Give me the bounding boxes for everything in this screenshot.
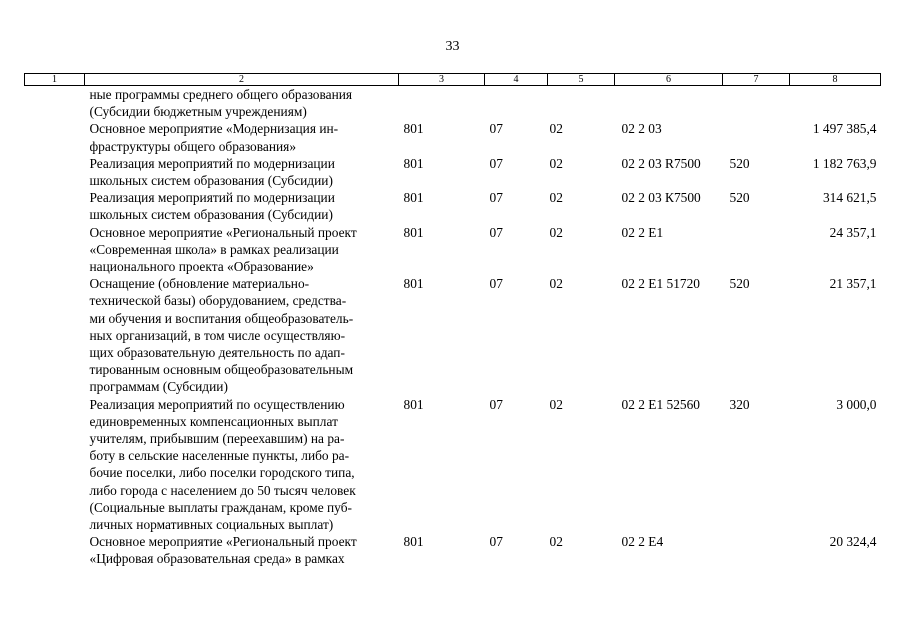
item-name-line: фраструктуры общего образования» (89, 138, 297, 154)
item-name-line: ные программы среднего общего образования (89, 87, 353, 102)
item-name-line: единовременных компенсационных выплат (89, 413, 338, 429)
item-name-line: Реализация мероприятий по модернизации (89, 190, 335, 206)
section-code-cell: 07 (489, 276, 503, 292)
item-name-line: Основное мероприятие «Региональный проект (89, 534, 357, 550)
ministry-code-cell: 801 (403, 276, 424, 292)
ministry-code-cell: 801 (403, 396, 424, 412)
header-col-4: 4 (485, 74, 548, 86)
subsection-code-cell (548, 86, 615, 121)
target-article-cell (615, 86, 723, 121)
item-name-line: (Социальные выплаты гражданам, кроме пуб- (89, 499, 352, 515)
number-cell (25, 86, 85, 121)
subsection-code-cell: 02 (549, 224, 563, 240)
amount-cell: 3 000,0 (836, 396, 877, 412)
amount-cell: 24 357,1 (829, 224, 877, 240)
ministry-code-cell: 801 (403, 121, 424, 137)
item-name-line: Реализация мероприятий по осуществлению (89, 396, 345, 412)
section-code-cell: 07 (489, 534, 503, 550)
item-name-line: технической базы) оборудованием, средства- (89, 293, 347, 309)
item-name-cell (85, 189, 399, 223)
item-name-line: программам (Субсидии) (89, 379, 228, 395)
section-code-cell (485, 86, 548, 121)
section-code-cell: 07 (489, 190, 503, 206)
item-name-line: либо города с населением до 50 тысяч человек (89, 482, 356, 498)
item-name-line: учителям, прибывшим (переехавшим) на ра- (89, 431, 345, 447)
item-name-line: (Субсидии бюджетным учреждениям) (89, 104, 307, 120)
header-col-3: 3 (399, 74, 485, 86)
expense-type-cell: 520 (729, 155, 750, 171)
ministry-code-cell: 801 (403, 534, 424, 550)
target-article-cell: 02 2 Е1 52560 (621, 396, 700, 412)
number-cell (25, 396, 85, 534)
item-name-cell (85, 86, 399, 121)
item-name-line: боту в сельские населенные пункты, либо ра- (89, 448, 350, 464)
item-name-line: школьных систем образования (Субсидии) (89, 207, 333, 223)
expense-type-cell: 520 (729, 190, 750, 206)
item-name-line: ных организаций, в том числе осуществляю- (89, 327, 346, 343)
table-row (25, 189, 881, 223)
item-name-line: личных нормативных социальных выплат) (89, 517, 334, 533)
subsection-code-cell: 02 (549, 190, 563, 206)
table-row (25, 533, 881, 567)
section-code-cell: 07 (489, 224, 503, 240)
item-name-cell (85, 275, 399, 395)
target-article-cell: 02 2 Е1 51720 (621, 276, 700, 292)
table-row (25, 86, 881, 121)
item-name-cell (85, 224, 399, 276)
table-row (25, 120, 881, 154)
subsection-code-cell: 02 (549, 534, 563, 550)
expense-type-cell (723, 224, 790, 276)
subsection-code-cell: 02 (549, 121, 563, 137)
header-col-8: 8 (790, 74, 881, 86)
amount-cell: 314 621,5 (822, 190, 877, 206)
ministry-code-cell: 801 (403, 190, 424, 206)
header-col-2: 2 (85, 74, 399, 86)
budget-table (24, 73, 881, 568)
item-name-cell (85, 155, 399, 189)
ministry-code-cell: 801 (403, 155, 424, 171)
amount-cell: 20 324,4 (829, 534, 877, 550)
table-header (25, 74, 881, 86)
item-name-line: тированным основным общеобразовательным (89, 362, 354, 378)
item-name-line: «Цифровая образовательная среда» в рамках (89, 551, 345, 567)
page-number: 33 (445, 39, 460, 54)
subsection-code-cell: 02 (549, 276, 563, 292)
number-cell (25, 224, 85, 276)
section-code-cell: 07 (489, 396, 503, 412)
number-cell (25, 275, 85, 395)
section-code-cell: 07 (489, 121, 503, 137)
header-col-5: 5 (548, 74, 615, 86)
item-name-line: ми обучения и воспитания общеобразователь- (89, 310, 354, 326)
amount-cell: 1 182 763,9 (812, 155, 877, 171)
header-col-7: 7 (723, 74, 790, 86)
subsection-code-cell: 02 (549, 155, 563, 171)
amount-cell: 21 357,1 (829, 276, 877, 292)
item-name-line: национального проекта «Образование» (89, 259, 314, 275)
number-cell (25, 189, 85, 223)
header-col-6: 6 (615, 74, 723, 86)
amount-cell (790, 86, 881, 121)
item-name-line: Основное мероприятие «Модернизация ин- (89, 121, 339, 137)
ministry-code-cell (399, 86, 485, 121)
expense-type-cell (723, 533, 790, 567)
item-name-line: Основное мероприятие «Региональный проект (89, 224, 357, 240)
item-name-line: «Современная школа» в рамках реализации (89, 241, 339, 257)
ministry-code-cell: 801 (403, 224, 424, 240)
item-name-cell (85, 396, 399, 534)
item-name-line: щих образовательную деятельность по адап- (89, 345, 345, 361)
subsection-code-cell: 02 (549, 396, 563, 412)
item-name-line: школьных систем образования (Субсидии) (89, 173, 333, 189)
target-article-cell: 02 2 Е4 (621, 534, 664, 550)
table-row (25, 224, 881, 276)
header-col-1: 1 (25, 74, 85, 86)
target-article-cell: 02 2 03 К7500 (621, 190, 701, 206)
table-body (25, 86, 881, 568)
item-name-line: Оснащение (обновление материально- (89, 276, 310, 292)
table-row (25, 155, 881, 189)
header-row (25, 74, 881, 86)
amount-cell: 1 497 385,4 (812, 121, 877, 137)
table-row (25, 396, 881, 534)
expense-type-cell (723, 120, 790, 154)
target-article-cell: 02 2 03 R7500 (621, 155, 701, 171)
target-article-cell: 02 2 03 (621, 121, 662, 137)
number-cell (25, 155, 85, 189)
number-cell (25, 120, 85, 154)
number-cell (25, 533, 85, 567)
item-name-cell (85, 120, 399, 154)
table-row (25, 275, 881, 395)
expense-type-cell (723, 86, 790, 121)
target-article-cell: 02 2 Е1 (621, 224, 664, 240)
section-code-cell: 07 (489, 155, 503, 171)
item-name-cell (85, 533, 399, 567)
item-name-line: Реализация мероприятий по модернизации (89, 155, 335, 171)
expense-type-cell: 320 (729, 396, 750, 412)
expense-type-cell: 520 (729, 276, 750, 292)
item-name-line: бочие поселки, либо поселки городского типа, (89, 465, 355, 481)
